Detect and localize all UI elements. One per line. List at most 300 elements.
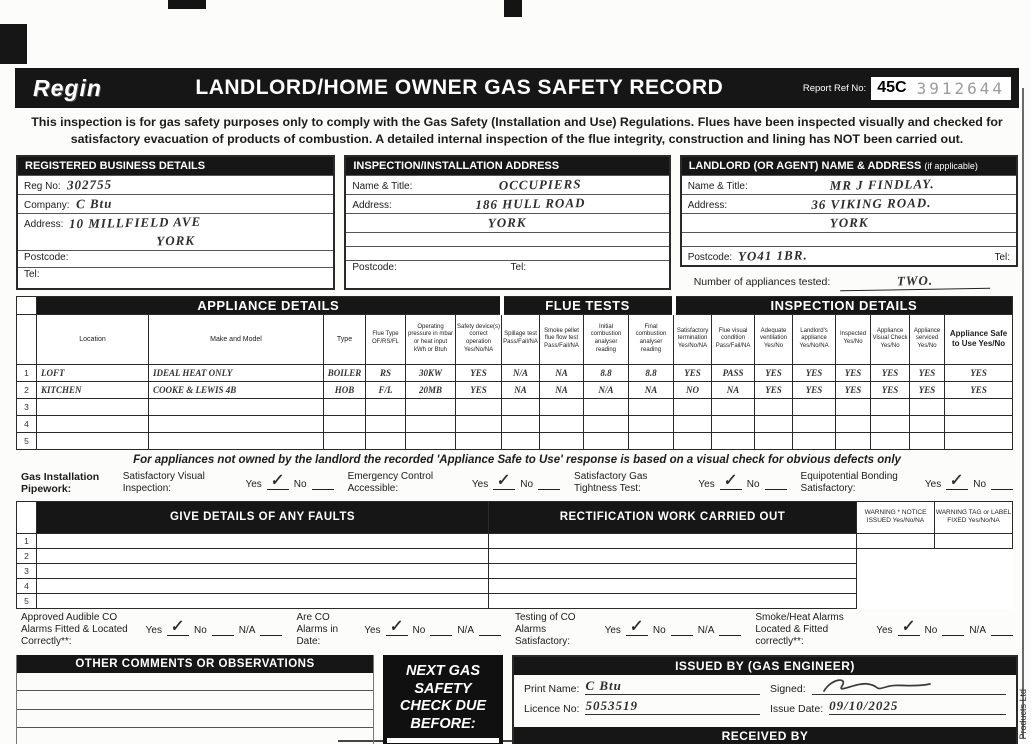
intro-text: This inspection is for gas safety purposes only to comply with the Gas Safety (Installation and Use) Regulations. Flues have been inspected visually and checked for satisfactory evacuation of products of combustion. A detailed internal inspection of the flue integrity, construction and lining has NOT been carried out. [31,115,1003,147]
section-title-suffix: (if applicable) [924,160,978,171]
col-header: Smoke pellet flue flow test Pass/Fail/NA [540,314,584,364]
col-header: Initial combustion analyser reading [584,314,629,364]
band-appliance-details: APPLIANCE DETAILS [37,296,502,314]
blank-cell [857,563,935,578]
signed-field [770,680,1006,695]
yes-label: Yes [604,625,621,637]
appliance-cell [540,415,584,432]
warning-tag-cell [935,533,1013,548]
rectification-cell [489,578,857,593]
no-slot [991,477,1013,490]
field-label: Tel: [510,261,527,273]
item-label: Satisfactory Visual Inspection: [122,471,205,495]
blank-cell [935,548,1013,563]
blank-cell [857,593,935,608]
appliance-cell [456,432,502,449]
blank-cell [935,563,1013,578]
appliance-cell [406,398,456,415]
appliance-cell: KITCHEN [37,381,149,398]
appliance-cell: NO [674,381,712,398]
yes-label: Yes [245,478,262,490]
appliance-row [17,415,1013,432]
no-label: No [652,625,666,637]
item-label: Are CO Alarms in Date: [296,611,339,647]
row-number: 2 [17,548,37,563]
yes-no-na-options [145,618,283,637]
appliance-cell [836,415,871,432]
yes-no-na-options [876,618,1013,637]
yes-label: Yes [145,625,162,637]
gas-safety-record-form [15,68,1019,744]
field-label: Tel: [994,251,1011,263]
appliance-cell: YES [836,364,871,381]
appliance-cell: F/L [366,381,406,398]
appliance-cell [540,432,584,449]
field-label: Postcode: [687,251,733,263]
pipework-item [348,471,560,495]
appliance-cell: NA [712,381,755,398]
issued-row-1 [514,675,1016,695]
header-bar [15,68,1019,108]
na-slot [991,623,1013,636]
col-header: Type [324,314,366,364]
yes-slot [898,618,920,637]
appliance-cell: NA [540,364,584,381]
appliance-cell: YES [793,364,836,381]
reg-no-row [18,175,333,194]
tel-half [511,262,663,273]
appliance-cell: NA [502,381,540,398]
handwritten-value: YO41 1BR. [738,247,808,264]
scan-artifact [504,0,522,17]
row-number: 3 [17,563,37,578]
col-header: Adequate ventilation Yes/No [755,314,793,364]
appliance-cell: COOKE & LEWIS 4B [149,381,324,398]
address-row [682,194,1016,213]
yes-label: Yes [364,625,381,637]
col-header: Make and Model [149,314,324,364]
row-number: 5 [17,593,37,608]
yes-slot [626,618,648,637]
rectification-cell [489,593,857,608]
handwritten-value: C Btu [585,677,622,693]
fault-cell [37,578,489,593]
appliance-cell: YES [456,381,502,398]
col-header: Final combustion analyser reading [629,314,674,364]
appliance-cell: PASS [712,364,755,381]
handwritten-value: OCCUPIERS [499,175,583,193]
handwritten-value: MR J FINDLAY. [829,175,935,193]
field-label: Issue Date: [770,702,824,715]
appliance-cell: IDEAL HEAT ONLY [149,364,324,381]
appliance-cell [712,398,755,415]
item-label: Smoke/Heat Alarms Located & Fitted correctly**: [755,611,844,647]
appliance-cell [712,415,755,432]
field-line [829,698,1006,715]
tick-mark: ✓ [899,618,914,637]
appliance-cell: YES [674,364,712,381]
item-label: Testing of CO Alarms Satisfactory: [515,611,576,647]
col-header: Appliance serviced Yes/No [910,314,945,364]
blank-cell [935,578,1013,593]
corner-cell [17,296,37,314]
yes-no-options [471,472,560,490]
field-label: Postcode: [24,251,69,263]
no-label: No [193,625,207,637]
address-row [18,213,333,232]
yes-no-options [924,472,1013,490]
appliance-cell [456,415,502,432]
engineer-signature [818,676,948,696]
postcode-half [688,248,989,264]
pipework-row [15,468,1019,501]
issued-by-title: ISSUED BY (GAS ENGINEER) [514,657,1016,675]
appliance-cell: HOB [324,381,366,398]
appliance-cell: BOILER [324,364,366,381]
detail-boxes [15,153,1019,292]
field-label: Address: [352,199,392,211]
appliance-cell [149,432,324,449]
rectification-cell [489,533,857,548]
handwritten-value: YORK [829,214,869,231]
pipework-item [574,471,786,495]
issue-date-field [770,698,1006,715]
postcode-tel-row [346,260,668,277]
comments-line [17,673,373,692]
handwritten-value: 186 HULL ROAD [475,194,586,212]
no-slot [765,477,787,490]
products-ltd-text: Products Ltd [1018,689,1028,740]
yes-label: Yes [471,478,489,490]
col-header: Flue Type OF/RS/FL [366,314,406,364]
scan-artifact [168,0,206,9]
item-label: Equipotential Bonding Satisfactory: [800,471,898,495]
appliance-cell [755,415,793,432]
handwritten-value: 5053519 [585,697,638,713]
rectification-header: RECTIFICATION WORK CARRIED OUT [489,501,857,533]
address-row [346,194,668,213]
issued-by-box [512,655,1018,744]
field-line [812,680,1006,695]
appliance-row [17,432,1013,449]
no-slot [212,623,234,636]
field-label: Reg No: [24,180,61,192]
received-by-title: RECEIVED BY [514,727,1016,744]
next-check-box [383,655,503,744]
handwritten-value: YORK [156,232,196,249]
appliance-cell [674,415,712,432]
appliance-cell [366,415,406,432]
no-slot [538,477,560,490]
pipework-item [801,471,1013,495]
field-label: Licence No: [524,702,580,715]
tick-mark: ✓ [628,618,643,637]
col-header: Satisfactory termination Yes/No/NA [674,314,712,364]
section-band-row [17,296,1013,314]
handwritten-value: 302755 [66,176,112,193]
postcode-tel-row [682,246,1016,265]
appliance-cell: YES [910,364,945,381]
comments-title: OTHER COMMENTS OR OBSERVATIONS [17,655,373,673]
col-header [17,314,37,364]
section-title: REGISTERED BUSINESS DETAILS [18,157,333,175]
appliance-cell [910,398,945,415]
appliance-cell: YES [945,381,1013,398]
na-slot [719,623,741,636]
appliance-cell: YES [945,364,1013,381]
appliance-cell [406,415,456,432]
report-ref-prefix: 45C [877,79,907,96]
no-label: No [293,478,307,490]
appliance-row [17,364,1013,381]
col-header: Operating pressure in mbar or heat input kWh or Btuh [406,314,456,364]
appliance-cell [712,432,755,449]
landlord-column [680,155,1018,290]
name-title-row [682,175,1016,194]
na-label: N/A [697,625,715,637]
appliance-cell [584,432,629,449]
no-slot [671,623,693,636]
appliance-cell [871,415,910,432]
alarm-item [296,612,501,648]
tick-mark: ✓ [721,472,737,490]
appliance-cell [502,398,540,415]
appliance-cell [37,432,149,449]
yes-no-na-options [364,618,501,637]
appliance-cell: 8.8 [584,364,629,381]
yes-slot [167,618,189,637]
no-label: No [746,478,760,490]
appliance-row [17,398,1013,415]
alarm-item [21,612,282,648]
appliance-cell [37,398,149,415]
blank-row [346,246,668,260]
row-number: 5 [17,432,37,449]
address-row-2 [346,213,668,232]
col-header: Location [37,314,149,364]
appliance-cell: N/A [584,381,629,398]
appliance-cell: NA [540,381,584,398]
fault-cell [37,533,489,548]
no-label: No [520,478,534,490]
item-label: Satisfactory Gas Tightness Test: [574,471,648,495]
no-slot [312,477,334,490]
field-label: Address: [687,199,728,211]
field-label: Address: [24,218,64,230]
appliance-cell [366,432,406,449]
comments-line [17,728,373,744]
appliance-cell [324,398,366,415]
appliance-cell [584,415,629,432]
column-header-row [17,314,1013,364]
appliance-cell [629,398,674,415]
handwritten-value: C Btu [75,195,113,212]
fault-cell [37,548,489,563]
fault-row [17,578,1013,593]
appliance-cell [324,415,366,432]
field-label: Number of appliances tested: [693,275,831,288]
appliance-cell [945,415,1013,432]
col-header: Appliance Safe to Use Yes/No [945,314,1013,364]
appliance-cell [945,432,1013,449]
fault-cell [37,593,489,608]
yes-slot [493,472,515,490]
next-check-label: NEXT GAS SAFETY CHECK DUE BEFORE: [387,659,499,738]
field-label: Name & Title: [687,180,748,192]
pipework-item [123,471,334,495]
appliance-cell: N/A [502,364,540,381]
handwritten-value: TWO. [840,271,990,291]
yes-no-options [698,472,786,490]
issued-row-2 [514,695,1016,715]
report-ref-label: Report Ref No: [802,82,867,94]
bottom-section [15,655,1019,744]
alarm-item [755,612,1013,648]
appliance-cell: 20MB [406,381,456,398]
appliance-cell [324,432,366,449]
appliance-cell [502,432,540,449]
appliance-cell: NA [629,381,674,398]
appliance-cell: YES [836,381,871,398]
appliance-cell: YES [871,364,910,381]
warning-notice-cell [857,533,935,548]
tick-mark: ✓ [387,618,402,637]
blank-cell [935,593,1013,608]
row-number: 4 [17,415,37,432]
item-label: Approved Audible CO Alarms Fitted & Located Correctly**: [21,611,128,647]
appliance-cell [674,398,712,415]
appliance-cell [871,432,910,449]
appliance-cell [793,398,836,415]
fault-row [17,593,1013,608]
field-label: Signed: [770,682,806,695]
appliance-cell [871,398,910,415]
appliance-cell: 30KW [406,364,456,381]
yes-label: Yes [924,478,942,490]
no-slot [430,623,452,636]
address-row-2 [18,232,333,250]
na-label: N/A [457,625,474,637]
rectification-cell [489,548,857,563]
page-edge-line [1022,88,1024,738]
appliance-cell: LOFT [37,364,149,381]
rectification-cell [489,563,857,578]
na-label: N/A [969,625,986,637]
report-ref [803,77,1011,100]
handwritten-value: 10 MILLFIELD AVE [69,213,202,231]
company-row [18,194,333,213]
appliance-cell [910,415,945,432]
appliance-cell: YES [910,381,945,398]
blank-row [682,232,1016,246]
na-slot [260,623,282,636]
section-title [682,157,1016,175]
col-header: Spillage test Pass/Fail/NA [502,314,540,364]
yes-slot [267,472,289,490]
warning-notice-header: WARNING * NOTICE ISSUED Yes/No/NA [857,501,935,533]
appliance-cell: YES [456,364,502,381]
row-number: 1 [17,364,37,381]
tick-mark: ✓ [495,472,510,490]
appliance-cell [910,432,945,449]
na-slot [479,623,501,636]
row-number: 1 [17,533,37,548]
fault-row [17,548,1013,563]
appliances-tested-row [680,267,1018,290]
col-header: Appliance Visual Check Yes/No [871,314,910,364]
blank-row [346,232,668,246]
blank-cell [857,548,935,563]
section-title: INSPECTION/INSTALLATION ADDRESS [346,157,668,175]
yes-slot [386,618,408,637]
na-label: N/A [238,625,256,637]
no-label: No [973,478,987,490]
inspection-address-box [344,155,670,290]
row-number: 2 [17,381,37,398]
appliance-cell: YES [755,381,793,398]
fault-row [17,533,1013,548]
col-header: Inspected Yes/No [836,314,871,364]
band-inspection-details: INSPECTION DETAILS [674,296,1013,314]
field-line [585,698,760,715]
scan-artifact [0,24,27,64]
appliance-cell [836,398,871,415]
fault-cell [37,563,489,578]
tick-mark: ✓ [169,618,184,637]
appliance-cell [406,432,456,449]
handwritten-value: YORK [488,214,527,231]
field-label: Name & Title: [352,180,413,192]
faults-table [16,501,1013,609]
report-ref-serial: 3912644 [916,78,1005,98]
section-title-text: LANDLORD (OR AGENT) NAME & ADDRESS [688,159,922,172]
table-footnote: For appliances not owned by the landlord the recorded 'Appliance Safe to Use' response is based on a visual check for obvious defects only [133,453,901,466]
col-header: Safety device(s) correct operation Yes/No/NA [456,314,502,364]
appliance-cell [149,415,324,432]
faults-header: GIVE DETAILS OF ANY FAULTS [37,501,489,533]
appliance-cell [584,398,629,415]
col-header: Landlord's appliance Yes/No/NA [793,314,836,364]
licence-field [524,698,760,715]
field-line [585,678,760,695]
appliance-cell [755,398,793,415]
appliance-cell [502,415,540,432]
appliance-cell [836,432,871,449]
yes-no-options [245,472,333,490]
appliance-cell [755,432,793,449]
appliance-cell [793,415,836,432]
appliance-cell: YES [871,381,910,398]
alarm-item [515,612,741,648]
print-name-field [524,678,760,695]
corner-cell [17,501,37,533]
appliance-cell [366,398,406,415]
appliance-cell: RS [366,364,406,381]
appliance-cell [456,398,502,415]
appliance-cell: YES [793,381,836,398]
appliance-cell [674,432,712,449]
appliance-cell [37,415,149,432]
next-check-date-field [387,738,499,743]
row-number: 4 [17,578,37,593]
handwritten-value: 36 VIKING ROAD. [811,194,932,212]
comments-box [16,655,374,744]
appliance-table [16,296,1013,450]
blank-cell [857,578,935,593]
field-label: Company: [24,199,70,211]
faults-header-row [17,501,1013,533]
item-label: Emergency Control Accessible: [347,471,434,495]
